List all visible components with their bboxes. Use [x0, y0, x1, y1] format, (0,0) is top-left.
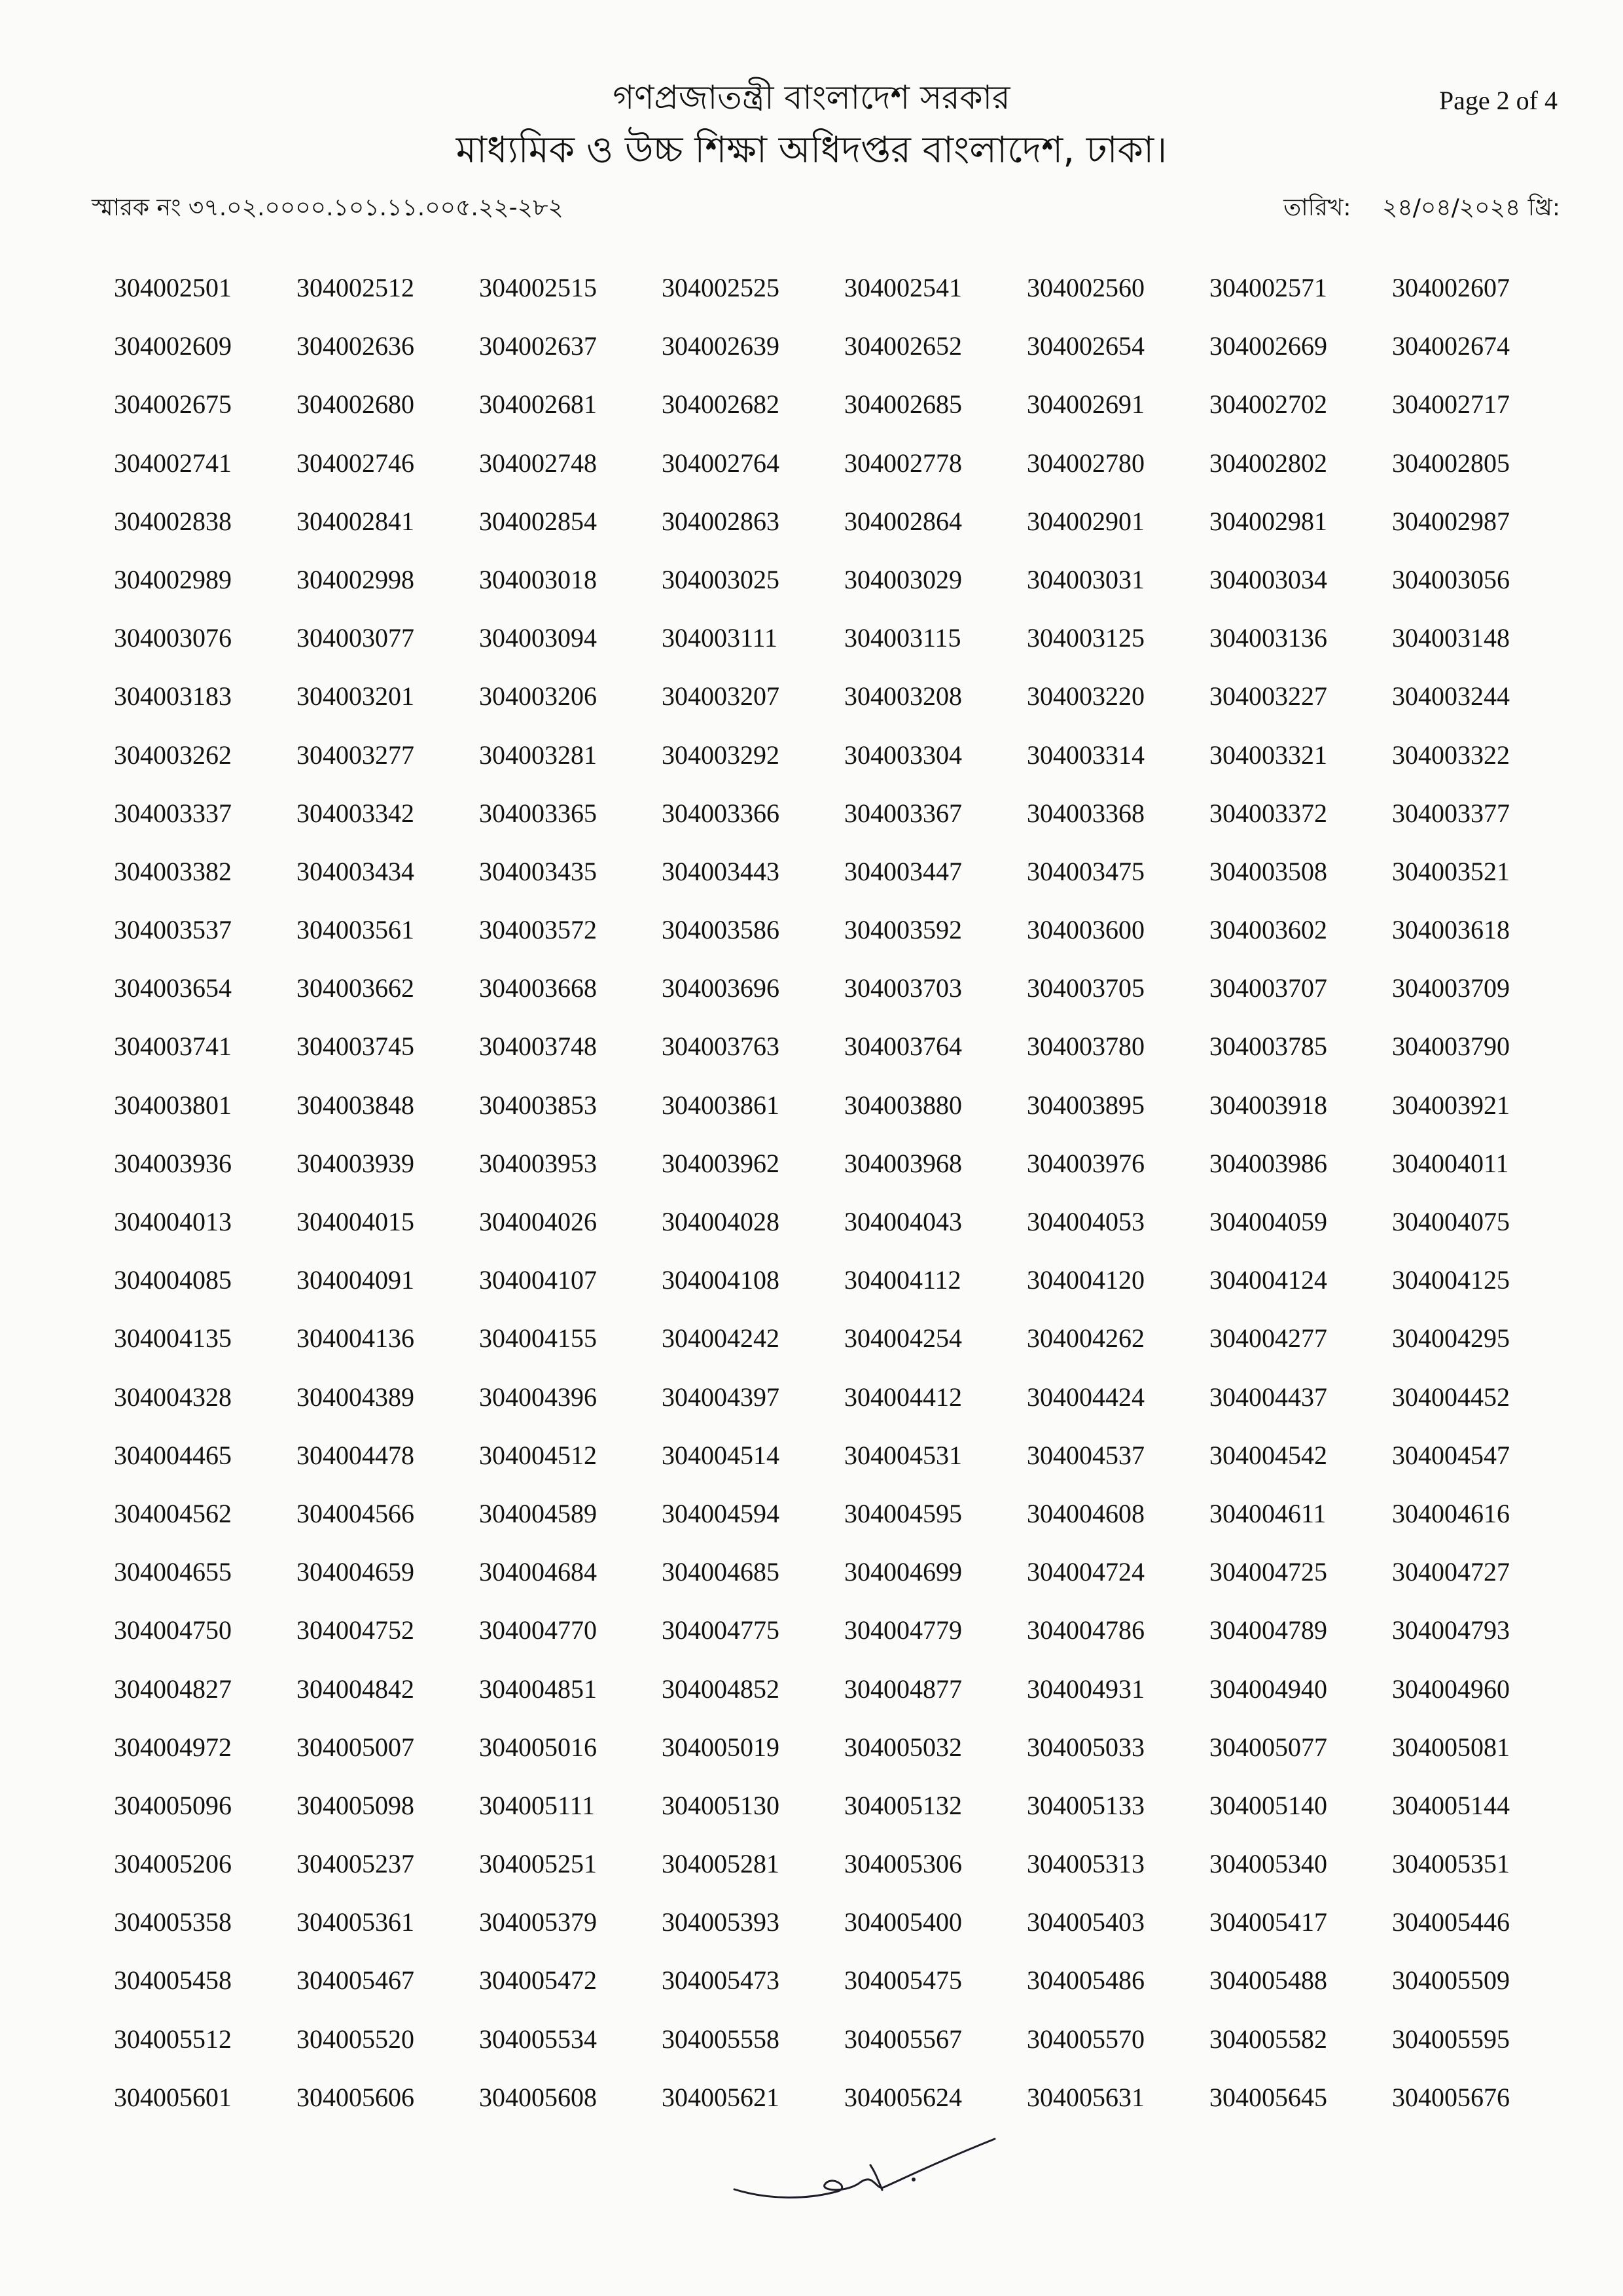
roll-number-cell: 304004424	[1027, 1382, 1145, 1412]
roll-number-cell: 304005475	[844, 1965, 962, 1996]
roll-number-cell: 304005534	[479, 2024, 597, 2054]
roll-number-cell: 304003136	[1209, 623, 1327, 653]
roll-number-cell: 304004478	[296, 1440, 414, 1470]
roll-number-cell: 304005351	[1392, 1849, 1510, 1879]
roll-number-cell: 304005098	[296, 1790, 414, 1820]
roll-number-cell: 304003367	[844, 798, 962, 828]
roll-number-cell: 304005032	[844, 1732, 962, 1762]
roll-number-cell: 304003034	[1209, 564, 1327, 594]
roll-number-cell: 304003435	[479, 856, 597, 886]
roll-number-cell: 304002680	[296, 389, 414, 420]
roll-number-cell: 304003764	[844, 1031, 962, 1062]
roll-number-cell: 304003031	[1027, 564, 1145, 594]
roll-number-cell: 304005608	[479, 2082, 597, 2112]
roll-number-cell: 304003763	[662, 1031, 779, 1062]
roll-number-cell: 304003208	[844, 681, 962, 711]
roll-number-cell: 304004112	[844, 1265, 961, 1295]
roll-number-cell: 304003537	[114, 915, 232, 945]
roll-number-cell: 304005400	[844, 1907, 962, 1937]
roll-number-cell: 304002636	[296, 331, 414, 361]
roll-number-cell: 304003976	[1027, 1148, 1145, 1178]
roll-number-cell: 304003148	[1392, 623, 1510, 653]
roll-number-cell: 304002685	[844, 389, 962, 420]
roll-number-cell: 304003561	[296, 915, 414, 945]
roll-number-cell: 304004789	[1209, 1615, 1327, 1645]
roll-number-cell: 304002717	[1392, 389, 1510, 420]
roll-number-cell: 304003748	[479, 1031, 597, 1062]
roll-number-cell: 304003508	[1209, 856, 1327, 886]
roll-number-cell: 304002863	[662, 506, 779, 536]
roll-number-cell: 304004877	[844, 1674, 962, 1704]
roll-number-cell: 304002746	[296, 448, 414, 478]
roll-number-cell: 304004750	[114, 1615, 232, 1645]
roll-number-cell: 304003895	[1027, 1090, 1145, 1120]
roll-number-cell: 304002748	[479, 448, 597, 478]
roll-number-cell: 304003848	[296, 1090, 414, 1120]
roll-number-cell: 304002854	[479, 506, 597, 536]
roll-number-cell: 304003939	[296, 1148, 414, 1178]
roll-number-cell: 304004013	[114, 1207, 232, 1236]
memo-number: স্মারক নং ৩৭.০২.০০০০.১০১.১১.০০৫.২২-২৮২	[92, 194, 563, 221]
government-heading: গণপ্রজাতন্ত্রী বাংলাদেশ সরকার	[613, 79, 1010, 117]
roll-number-cell: 304003281	[479, 740, 597, 770]
roll-number-cell: 304005140	[1209, 1790, 1327, 1820]
roll-number-cell: 304002654	[1027, 331, 1145, 361]
roll-number-cell: 304004779	[844, 1615, 962, 1645]
roll-number-cell: 304005467	[296, 1965, 414, 1996]
roll-number-cell: 304003618	[1392, 915, 1510, 945]
roll-number-cell: 304002841	[296, 506, 414, 536]
roll-number-cell: 304005007	[296, 1732, 414, 1762]
roll-number-cell: 304003953	[479, 1148, 597, 1178]
roll-number-cell: 304003292	[662, 740, 779, 770]
roll-number-cell: 304003602	[1209, 915, 1327, 945]
roll-number-cell: 304004960	[1392, 1674, 1510, 1704]
roll-number-cell: 304002639	[662, 331, 779, 361]
roll-number-cell: 304005570	[1027, 2024, 1145, 2054]
roll-number-cell: 304002637	[479, 331, 597, 361]
roll-number-cell: 304004595	[844, 1498, 962, 1528]
roll-number-cell: 304003077	[296, 623, 414, 653]
roll-number-cell: 304002998	[296, 564, 414, 594]
roll-number-cell: 304003745	[296, 1031, 414, 1062]
roll-number-cell: 304005488	[1209, 1965, 1327, 1996]
roll-number-cell: 304004512	[479, 1440, 597, 1470]
roll-number-cell: 304002764	[662, 448, 779, 478]
roll-number-cell: 304002981	[1209, 506, 1327, 536]
roll-number-cell: 304003861	[662, 1090, 779, 1120]
roll-number-cell: 304003094	[479, 623, 597, 653]
roll-number-cell: 304004075	[1392, 1207, 1510, 1236]
roll-number-cell: 304003662	[296, 973, 414, 1003]
roll-number-cell: 304004120	[1027, 1265, 1145, 1295]
roll-number-cell: 304003029	[844, 564, 962, 594]
roll-number-cell: 304004655	[114, 1557, 232, 1587]
roll-number-cell: 304005567	[844, 2024, 962, 2054]
roll-number-cell: 304002901	[1027, 506, 1145, 536]
roll-number-cell: 304003475	[1027, 856, 1145, 886]
roll-number-cell: 304004108	[662, 1265, 779, 1295]
roll-number-cell: 304003201	[296, 681, 414, 711]
roll-number-cell: 304002864	[844, 506, 962, 536]
roll-number-cell: 304005509	[1392, 1965, 1510, 1996]
roll-number-cell: 304003853	[479, 1090, 597, 1120]
roll-number-cell: 304004135	[114, 1323, 232, 1354]
roll-number-cell: 304004043	[844, 1207, 962, 1236]
roll-number-cell: 304005206	[114, 1849, 232, 1879]
roll-number-cell: 304005237	[296, 1849, 414, 1879]
roll-number-cell: 304005379	[479, 1907, 597, 1937]
roll-number-cell: 304005033	[1027, 1732, 1145, 1762]
roll-number-grid	[114, 268, 1575, 2136]
roll-number-cell: 304004085	[114, 1265, 232, 1295]
roll-number-cell: 304002682	[662, 389, 779, 420]
roll-number-cell: 304005133	[1027, 1790, 1145, 1820]
roll-number-cell: 304002669	[1209, 331, 1327, 361]
roll-number-cell: 304003207	[662, 681, 779, 711]
roll-number-cell: 304003227	[1209, 681, 1327, 711]
roll-number-cell: 304003025	[662, 564, 779, 594]
roll-number-cell: 304005601	[114, 2082, 232, 2112]
roll-number-cell: 304002560	[1027, 273, 1145, 302]
roll-number-cell: 304003921	[1392, 1090, 1510, 1120]
roll-number-cell: 304003986	[1209, 1148, 1327, 1178]
roll-number-cell: 304003968	[844, 1148, 962, 1178]
roll-number-cell: 304005393	[662, 1907, 779, 1937]
roll-number-cell: 304003801	[114, 1090, 232, 1120]
roll-number-cell: 304002607	[1392, 273, 1510, 302]
roll-number-cell: 304003962	[662, 1148, 779, 1178]
roll-number-cell: 304003790	[1392, 1031, 1510, 1062]
roll-number-cell: 304002541	[844, 273, 962, 302]
roll-number-cell: 304005251	[479, 1849, 597, 1879]
roll-number-cell: 304003111	[662, 623, 778, 653]
roll-number-cell: 304003244	[1392, 681, 1510, 711]
signature	[726, 2127, 1001, 2212]
roll-number-cell: 304005016	[479, 1732, 597, 1762]
roll-number-cell: 304003220	[1027, 681, 1145, 711]
roll-number-cell: 304004397	[662, 1382, 779, 1412]
roll-number-cell: 304002702	[1209, 389, 1327, 420]
roll-number-cell: 304004566	[296, 1498, 414, 1528]
roll-number-cell: 304004611	[1209, 1498, 1327, 1528]
roll-number-cell: 304004775	[662, 1615, 779, 1645]
roll-number-cell: 304003707	[1209, 973, 1327, 1003]
roll-number-cell: 304003314	[1027, 740, 1145, 770]
roll-number-cell: 304004972	[114, 1732, 232, 1762]
page-number: Page 2 of 4	[1438, 86, 1558, 115]
roll-number-cell: 304004262	[1027, 1323, 1145, 1354]
roll-number-cell: 304003377	[1392, 798, 1510, 828]
roll-number-cell: 304005520	[296, 2024, 414, 2054]
roll-number-cell: 304004589	[479, 1498, 597, 1528]
roll-number-cell: 304004091	[296, 1265, 414, 1295]
roll-number-cell: 304004136	[296, 1323, 414, 1354]
roll-number-cell: 304002838	[114, 506, 232, 536]
roll-number-cell: 304004328	[114, 1382, 232, 1412]
roll-number-cell: 304005130	[662, 1790, 779, 1820]
roll-number-cell: 304003521	[1392, 856, 1510, 886]
roll-number-cell: 304003076	[114, 623, 232, 653]
roll-number-cell: 304005111	[479, 1790, 596, 1820]
roll-number-cell: 304003447	[844, 856, 962, 886]
roll-number-cell: 304003709	[1392, 973, 1510, 1003]
roll-number-cell: 304003586	[662, 915, 779, 945]
roll-number-cell: 304004028	[662, 1207, 779, 1236]
roll-number-cell: 304002691	[1027, 389, 1145, 420]
roll-number-cell: 304004242	[662, 1323, 779, 1354]
roll-number-cell: 304004531	[844, 1440, 962, 1470]
roll-number-cell: 304004389	[296, 1382, 414, 1412]
roll-number-cell: 304002501	[114, 273, 232, 302]
roll-number-cell: 304004685	[662, 1557, 779, 1587]
roll-number-cell: 304003115	[844, 623, 961, 653]
roll-number-cell: 304003434	[296, 856, 414, 886]
roll-number-cell: 304002609	[114, 331, 232, 361]
roll-number-cell: 304005417	[1209, 1907, 1327, 1937]
roll-number-cell: 304002674	[1392, 331, 1510, 361]
directorate-heading: মাধ্যমিক ও উচ্চ শিক্ষা অধিদপ্তর বাংলাদেশ, ঢাকা।	[455, 129, 1168, 171]
roll-number-cell: 304005361	[296, 1907, 414, 1937]
roll-number-cell: 304005558	[662, 2024, 779, 2054]
roll-number-cell: 304003705	[1027, 973, 1145, 1003]
roll-number-cell: 304004851	[479, 1674, 597, 1704]
roll-number-cell: 304003572	[479, 915, 597, 945]
roll-number-cell: 304005081	[1392, 1732, 1510, 1762]
roll-number-cell: 304004437	[1209, 1382, 1327, 1412]
roll-number-cell: 304004562	[114, 1498, 232, 1528]
roll-number-cell: 304005019	[662, 1732, 779, 1762]
date-label: তারিখ:	[1283, 194, 1351, 221]
roll-number-cell: 304003277	[296, 740, 414, 770]
roll-number-cell: 304005582	[1209, 2024, 1327, 2054]
roll-number-cell: 304005458	[114, 1965, 232, 1996]
roll-number-cell: 304004727	[1392, 1557, 1510, 1587]
roll-number-cell: 304004295	[1392, 1323, 1510, 1354]
roll-number-cell: 304003696	[662, 973, 779, 1003]
roll-number-cell: 304004752	[296, 1615, 414, 1645]
roll-number-cell: 304004026	[479, 1207, 597, 1236]
roll-number-cell: 304004594	[662, 1498, 779, 1528]
roll-number-cell: 304004125	[1392, 1265, 1510, 1295]
roll-number-cell: 304005606	[296, 2082, 414, 2112]
roll-number-cell: 304004770	[479, 1615, 597, 1645]
roll-number-cell: 304005132	[844, 1790, 962, 1820]
roll-number-cell: 304003368	[1027, 798, 1145, 828]
roll-number-cell: 304004514	[662, 1440, 779, 1470]
roll-number-cell: 304004155	[479, 1323, 597, 1354]
roll-number-cell: 304003304	[844, 740, 962, 770]
roll-number-cell: 304003056	[1392, 564, 1510, 594]
roll-number-cell: 304003592	[844, 915, 962, 945]
roll-number-cell: 304004107	[479, 1265, 597, 1295]
roll-number-cell: 304005358	[114, 1907, 232, 1937]
roll-number-cell: 304003206	[479, 681, 597, 711]
roll-number-cell: 304005676	[1392, 2082, 1510, 2112]
roll-number-cell: 304002525	[662, 273, 779, 302]
roll-number-cell: 304003262	[114, 740, 232, 770]
roll-number-cell: 304005472	[479, 1965, 597, 1996]
roll-number-cell: 304004277	[1209, 1323, 1327, 1354]
roll-number-cell: 304004699	[844, 1557, 962, 1587]
roll-number-cell: 304005313	[1027, 1849, 1145, 1879]
roll-number-cell: 304004396	[479, 1382, 597, 1412]
roll-number-cell: 304004616	[1392, 1498, 1510, 1528]
roll-number-cell: 304003880	[844, 1090, 962, 1120]
roll-number-cell: 304003322	[1392, 740, 1510, 770]
roll-number-cell: 304003600	[1027, 915, 1145, 945]
date-value: ২৪/০৪/২০২৪ খ্রি:	[1382, 194, 1560, 221]
roll-number-cell: 304004452	[1392, 1382, 1510, 1412]
roll-number-cell: 304004608	[1027, 1498, 1145, 1528]
roll-number-cell: 304003668	[479, 973, 597, 1003]
roll-number-cell: 304004059	[1209, 1207, 1327, 1236]
roll-number-cell: 304003780	[1027, 1031, 1145, 1062]
roll-number-cell: 304005340	[1209, 1849, 1327, 1879]
roll-number-cell: 304004793	[1392, 1615, 1510, 1645]
roll-number-cell: 304005446	[1392, 1907, 1510, 1937]
roll-number-cell: 304005281	[662, 1849, 779, 1879]
roll-number-cell: 304002780	[1027, 448, 1145, 478]
roll-number-cell: 304005621	[662, 2082, 779, 2112]
roll-number-cell: 304004852	[662, 1674, 779, 1704]
roll-number-cell: 304003382	[114, 856, 232, 886]
roll-number-cell: 304005096	[114, 1790, 232, 1820]
roll-number-cell: 304005306	[844, 1849, 962, 1879]
roll-number-cell: 304003183	[114, 681, 232, 711]
roll-number-cell: 304002805	[1392, 448, 1510, 478]
roll-number-cell: 304003321	[1209, 740, 1327, 770]
roll-number-cell: 304002987	[1392, 506, 1510, 536]
roll-number-cell: 304005144	[1392, 1790, 1510, 1820]
roll-number-cell: 304004827	[114, 1674, 232, 1704]
date-block	[1283, 190, 1560, 229]
roll-number-cell: 304005631	[1027, 2082, 1145, 2112]
roll-number-cell: 304004015	[296, 1207, 414, 1236]
roll-number-cell: 304003337	[114, 798, 232, 828]
roll-number-cell: 304002675	[114, 389, 232, 420]
roll-number-cell: 304005624	[844, 2082, 962, 2112]
roll-number-cell: 304002681	[479, 389, 597, 420]
roll-number-cell: 304005486	[1027, 1965, 1145, 1996]
roll-number-cell: 304004659	[296, 1557, 414, 1587]
roll-number-cell: 304003372	[1209, 798, 1327, 828]
roll-number-cell: 304003918	[1209, 1090, 1327, 1120]
roll-number-cell: 304003365	[479, 798, 597, 828]
roll-number-cell: 304003443	[662, 856, 779, 886]
roll-number-cell: 304003785	[1209, 1031, 1327, 1062]
roll-number-cell: 304004542	[1209, 1440, 1327, 1470]
roll-number-cell: 304004842	[296, 1674, 414, 1704]
roll-number-cell: 304004684	[479, 1557, 597, 1587]
roll-number-cell: 304003741	[114, 1031, 232, 1062]
roll-number-cell: 304005473	[662, 1965, 779, 1996]
roll-number-cell: 304002741	[114, 448, 232, 478]
roll-number-cell: 304004011	[1392, 1148, 1509, 1178]
roll-number-cell: 304004940	[1209, 1674, 1327, 1704]
roll-number-cell: 304004547	[1392, 1440, 1510, 1470]
roll-number-cell: 304005645	[1209, 2082, 1327, 2112]
roll-number-cell: 304004412	[844, 1382, 962, 1412]
roll-number-cell: 304004931	[1027, 1674, 1145, 1704]
roll-number-cell: 304004725	[1209, 1557, 1327, 1587]
roll-number-cell: 304005403	[1027, 1907, 1145, 1937]
roll-number-cell: 304005077	[1209, 1732, 1327, 1762]
roll-number-cell: 304004724	[1027, 1557, 1145, 1587]
roll-number-cell: 304002778	[844, 448, 962, 478]
roll-number-cell: 304003342	[296, 798, 414, 828]
roll-number-cell: 304003936	[114, 1148, 232, 1178]
roll-number-cell: 304002512	[296, 273, 414, 302]
roll-number-cell: 304004254	[844, 1323, 962, 1354]
roll-number-cell: 304004537	[1027, 1440, 1145, 1470]
roll-number-cell: 304003018	[479, 564, 597, 594]
roll-number-cell: 304004465	[114, 1440, 232, 1470]
roll-number-cell: 304002515	[479, 273, 597, 302]
roll-number-cell: 304002652	[844, 331, 962, 361]
roll-number-cell: 304003366	[662, 798, 779, 828]
roll-number-cell: 304002571	[1209, 273, 1327, 302]
roll-number-cell: 304004053	[1027, 1207, 1145, 1236]
roll-number-cell: 304002989	[114, 564, 232, 594]
roll-number-cell: 304004124	[1209, 1265, 1327, 1295]
roll-number-cell: 304005595	[1392, 2024, 1510, 2054]
roll-number-cell: 304004786	[1027, 1615, 1145, 1645]
roll-number-cell: 304003654	[114, 973, 232, 1003]
roll-number-cell: 304003703	[844, 973, 962, 1003]
roll-number-cell: 304002802	[1209, 448, 1327, 478]
roll-number-cell: 304003125	[1027, 623, 1145, 653]
roll-number-cell: 304005512	[114, 2024, 232, 2054]
